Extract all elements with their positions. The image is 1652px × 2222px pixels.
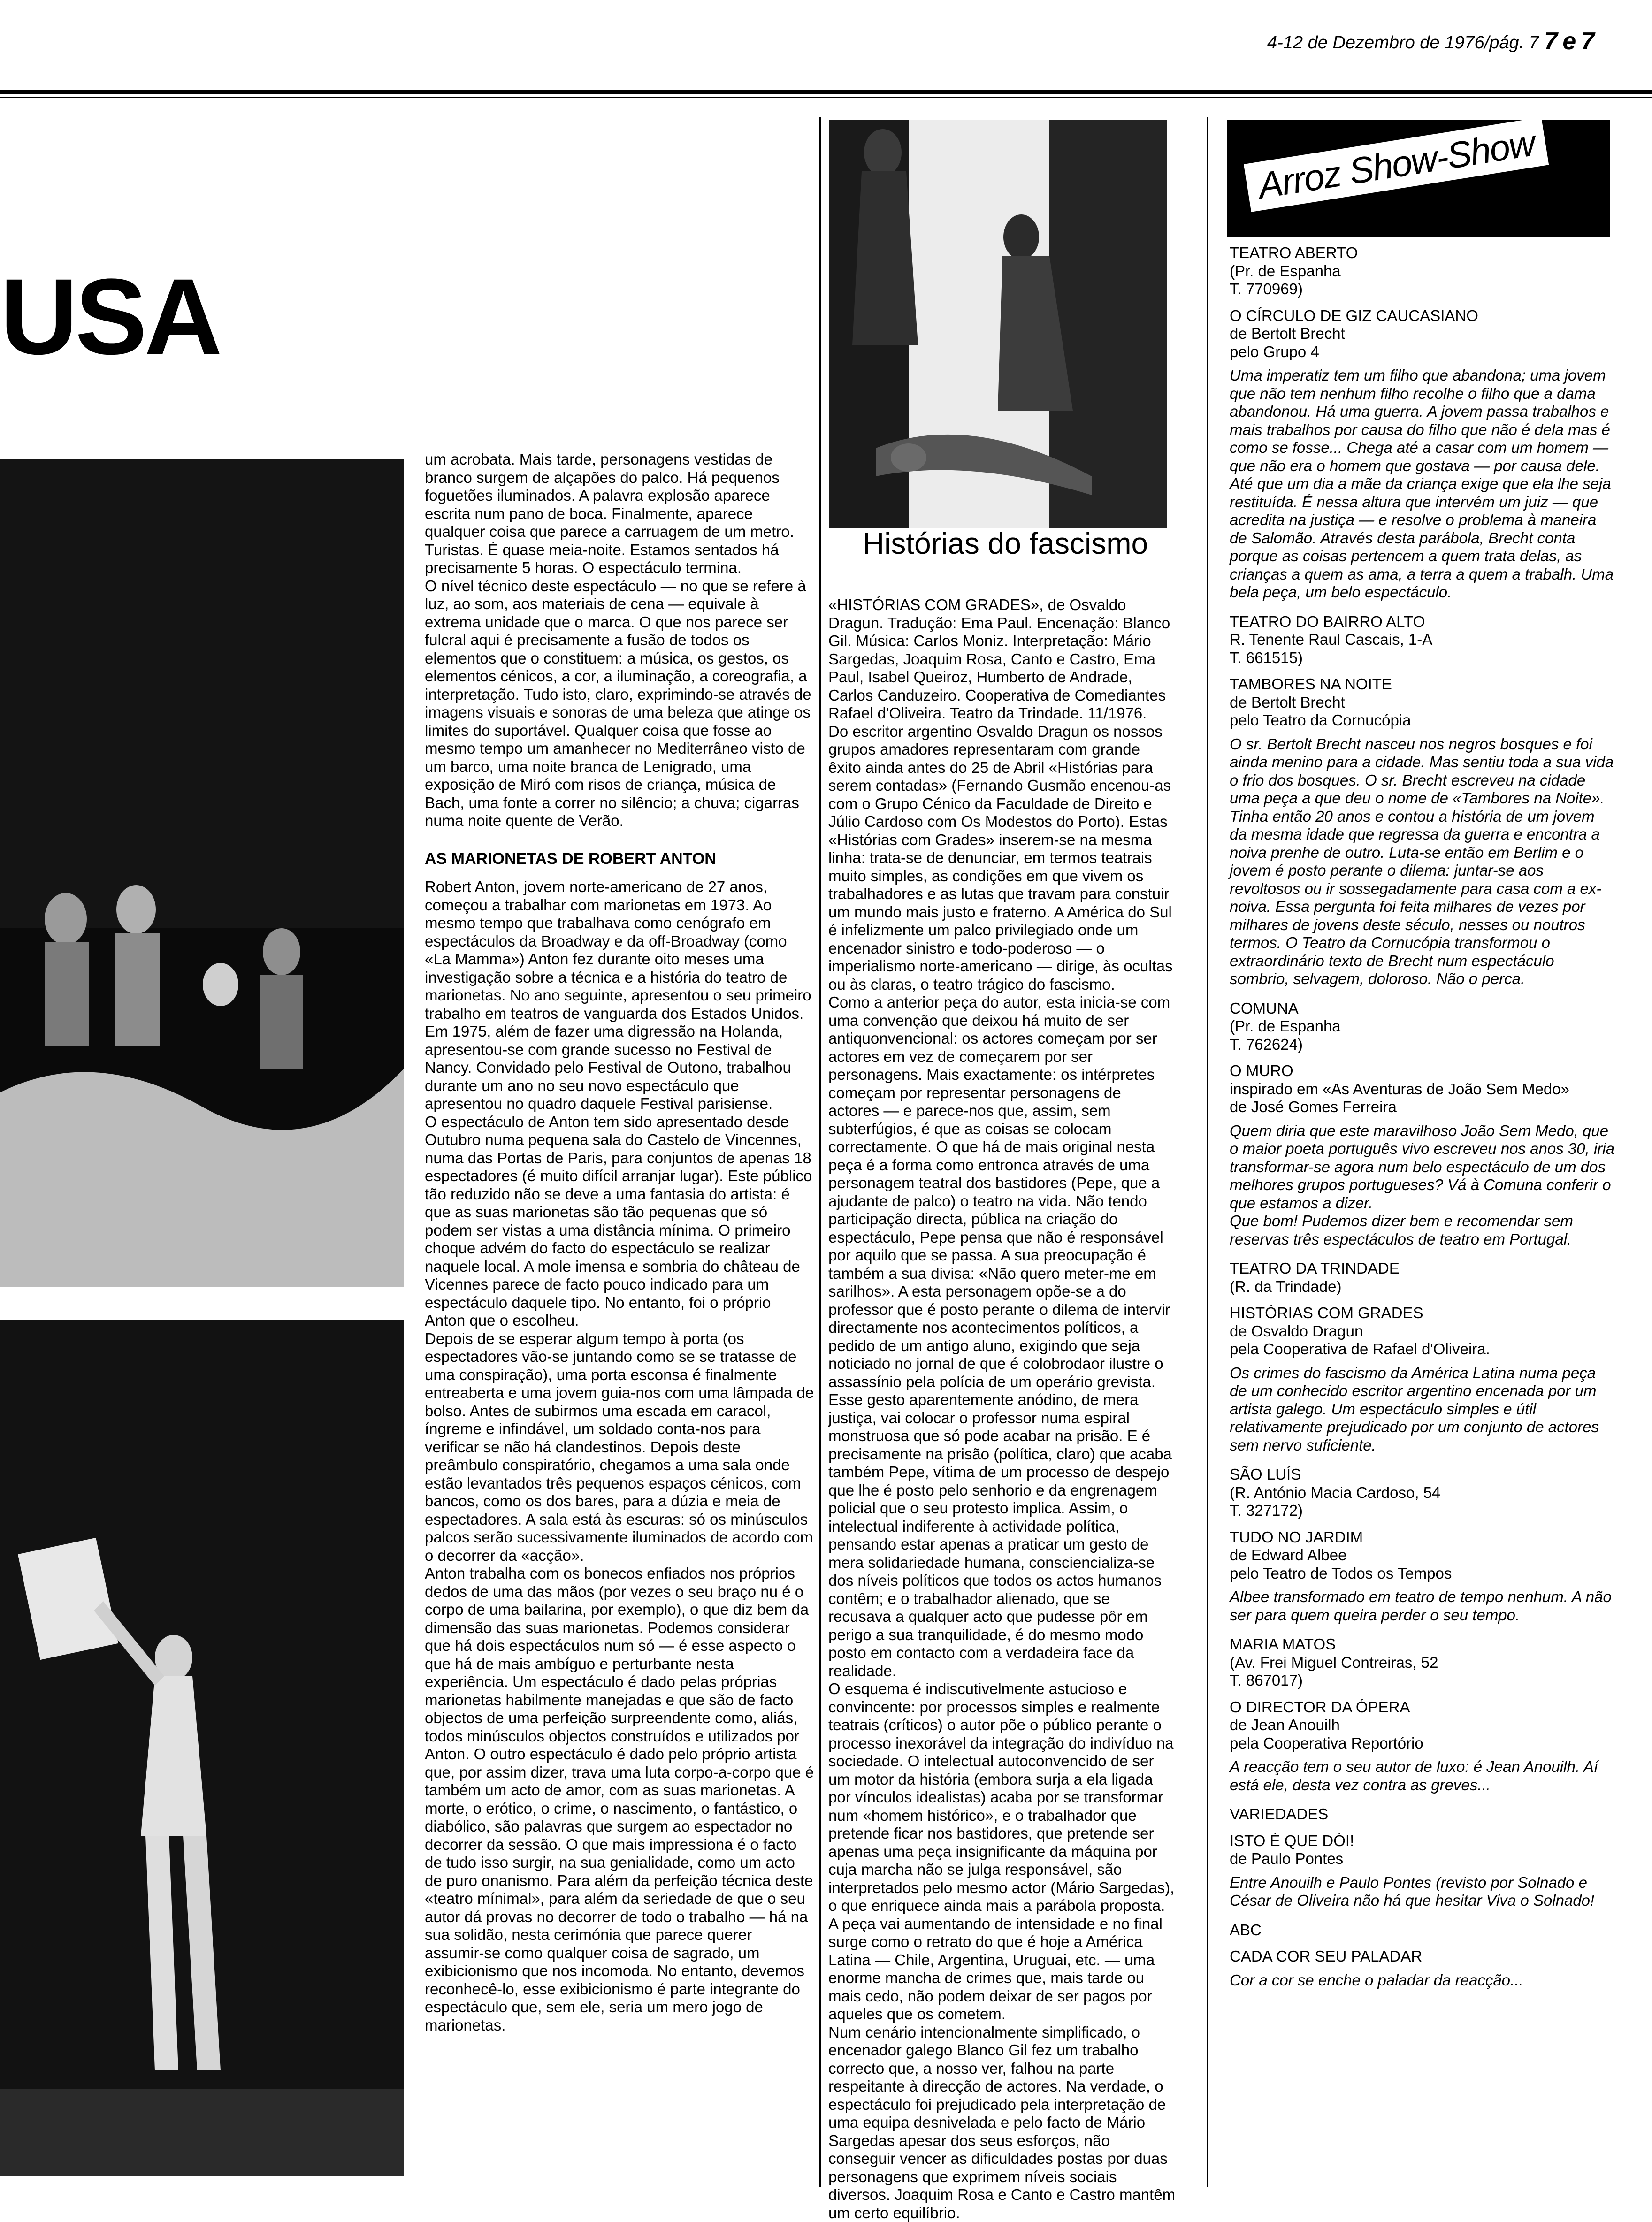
play-info: TAMBORES NA NOITE de Bertolt Brecht pelo Teatro da Cornucópia [1230, 675, 1614, 730]
stage-photo-fascismo-illustration [829, 120, 1167, 528]
venue-info: COMUNA (Pr. de Espanha T. 762624) [1230, 1000, 1614, 1054]
article-paragraph: Num cenário intencionalmente simplificado, o encenador galego Blanco Gil fez um trabalho correcto que, a nosso ver, falhou na parte respeitante à direcção de actores. Na verdade, o espectáculo foi prejudicado pela interpretação de uma equipa desnivelada e pelo facto de Mário Sargedas apesar dos seus esforços, não conseguir vencer as dificuldades postas por duas personagens que exprimem níveis sociais diversos. Joaquim Rosa e Canto e Castro mantêm um certo equilíbrio. [828, 2023, 1176, 2222]
play-info: TUDO NO JARDIM de Edward Albee pelo Teatro de Todos os Tempos [1230, 1528, 1614, 1583]
stage-photo-fascismo [829, 120, 1167, 528]
issue-date-page: 4-12 de Dezembro de 1976/pág. 7 [1267, 33, 1539, 53]
play-review: Albee transformado em teatro de tempo nenhum. A não ser para quem queira perder o seu tempo. [1230, 1588, 1614, 1624]
theatre-listings [1230, 244, 1614, 1995]
article-paragraph: Do escritor argentino Osvaldo Dragun os nossos grupos amadores representaram com grande êxito ainda antes do 25 de Abril «Histórias para serem contadas» (Fernando Gusmão encenou-as com o Grupo Cénico da Faculdade de Direito e Júlio Cardoso com Os Modestos do Porto). Estas «Histórias com Grades» inserem-se na mesma linha: trata-se de denunciar, em termos teatrais muito simples, as condições em que vivem os trabalhadores e as lutas que travam para constuir um mundo mais justo e fraterno. A América do Sul é infelizmente um palco privilegiado onde um encenador sinistro e todo-poderoso — o imperialismo norte-americano — dirige, às ocultas ou às claras, o teatro trágico do fascismo. [828, 723, 1176, 994]
play-review: Cor a cor se enche o paladar da reacção... [1230, 1971, 1614, 1990]
article-paragraph: um acrobata. Mais tarde, personagens vestidas de branco surgem de alçapões do palco. Há pequenos foguetões iluminados. A palavra explosão aparece escrita num pano de boca. Finalmente, aparece qualquer coisa que parece a carruagem de um metro. Turistas. É quase meia-noite. Estamos sentados há precisamente 5 horas. O espectáculo termina. [425, 451, 814, 577]
venue-info: TEATRO ABERTO (Pr. de Espanha T. 770969) [1230, 244, 1614, 298]
venue-info: TEATRO DO BAIRRO ALTO R. Tenente Raul Cascais, 1-A T. 661515) [1230, 613, 1614, 667]
play-info: ISTO É QUE DÓI! de Paulo Pontes [1230, 1832, 1614, 1868]
article-body-fascismo [828, 596, 1176, 2222]
article-paragraph: O nível técnico deste espectáculo — no que se refere à luz, ao som, aos materiais de cena — equivale à extrema unidade que o marca. O que nos parece ser fulcral aqui é precisamente a fusão de todos os elementos que o constituem: a música, os gestos, os elementos cénicos, a cor, a iluminação, a coreografia, a interpretação. Tudo isto, claro, exprimindo-se através de imagens visuais e sonoras de uma beleza que atinge os limites do suportável. Qualquer coisa que fosse ao mesmo tempo um amanhecer no Mediterrâneo visto de um barco, uma noite branca de Lenigrado, uma exposição de Miró com risos de criança, música de Bach, uma fonte a correr no silêncio; a chuva; cigarras numa noite quente de Verão. [425, 577, 814, 830]
play-info: O DIRECTOR DA ÓPERA de Jean Anouilh pela Cooperativa Reportório [1230, 1698, 1614, 1753]
article-paragraph: Como a anterior peça do autor, esta inicia-se com uma convenção que deixou há muito de ser antiquonvencional: os actores começam por ser actores em vez de começarem por ser personagens. Mais exactamente: os intérpretes começam por representar personagens de actores — e parece-nos que, assim, sem subterfúgios, é que as coisas se colocam correctamente. O que há de mais original nesta peça é a forma como entronca através de uma personagem teatral dos bastidores (Pepe, que a ajudante de palco) o teatro na vida. Não tendo participação directa, pública na criação do espectáculo, Pepe pensa que não é responsável por aquilo que se passa. A sua preocupação é também a sua divisa: «Não quero meter-me em sarilhos». A esta personagem opõe-se a do professor que é posto perante o dilema de intervir directamente nos acontecimentos políticos, a pedido de um antigo aluno, exigindo que seja noticiado no jornal de que é colobrodaor ilustre o assassínio pela polícia de um operário grevista. Esse gesto aparentemente anódino, de mera justiça, vai colocar o professor numa espiral monstruosa que só pode acabar na prisão. E é precisamente na prisão (política, claro) que acaba também Pepe, vítima de um processo de despejo que lhe é posto pelo senhorio e da engrenagem policial que o seu protesto implica. Assim, o intelectual indiferente à actividade política, pensando estar apenas a praticar um gesto de mera solidariedade humana, consciencializa-se dos níveis políticos que todos os actos humanos contêm; e o trabalhador alienado, que se recusava a qualquer acto que pudesse pôr em perigo a sua tranquilidade, é do mesmo modo posto em contacto com a verdadeira face da realidade. [828, 993, 1176, 1680]
play-review: O sr. Bertolt Brecht nasceu nos negros bosques e foi ainda menino para a cidade. Mas sentiu toda a sua vida o frio dos bosques. O sr. Brecht escreveu na cidade uma peça a que deu o nome de «Tambores na Noite». Tinha então 20 anos e contou a história de um jovem da mesma idade que regressa da guerra e encontra a noiva prenhe de outro. Luta-se então em Berlim e o jovem é posto perante o dilema: juntar-se aos revoltosos ou ir sossegadamente para casa com a ex-noiva. Essa pergunta foi feita milhares de vezes por milhares de jovens deste século, nesses ou noutros termos. O Teatro da Cornucópia transformou o extraordinário texto de Brecht num espectáculo sombrio, selvagem, doloroso. Não o perca. [1230, 735, 1614, 988]
venue-info: ABC [1230, 1921, 1614, 1939]
article-paragraph: A peça vai aumentando de intensidade e no final surge como o retrato do que é hoje a América Latina — Chile, Argentina, Uruguai, etc. — uma enorme mancha de crimes que, mais tarde ou mais cedo, não podem deixar de ser pagos por aqueles que os cometem. [828, 1915, 1176, 2023]
venue-info: MARIA MATOS (Av. Frei Miguel Contreiras, 52 T. 867017) [1230, 1635, 1614, 1690]
play-review: A reacção tem o seu autor de luxo: é Jean Anouilh. Aí está ele, desta vez contra as greves... [1230, 1758, 1614, 1794]
play-info: CADA COR SEU PALADAR [1230, 1947, 1614, 1966]
play-review: Os crimes do fascismo da América Latina numa peça de um conhecido escritor argentino encenada por um artista galego. Um espectáculo simples e útil relativamente prejudicado por um conjunto de actores sem nervo suficiente. [1230, 1364, 1614, 1455]
venue-info: SÃO LUÍS (R. António Macia Cardoso, 54 T. 327172) [1230, 1466, 1614, 1520]
play-info: O CÍRCULO DE GIZ CAUCASIANO de Bertolt Brecht pelo Grupo 4 [1230, 307, 1614, 361]
section-banner-title: Arroz Show-Show [1244, 117, 1549, 212]
header-rule-thin [0, 97, 1652, 98]
play-review: Uma imperatiz tem um filho que abandona; uma jovem que não tem nenhum filho recolhe o filho que a dama abandonou. Há uma guerra. A jovem passa trabalhos e mais trabalhos por causa do filho que não é dela mas é como se fosse... Chega até a casar com um homem — que não era o homem que gostava — por causa dele. Até que um dia a mãe da criança exige que ela lhe seja restituída. É nessa altura que intervém um juiz — que acredita na justiça — e resolve o problema à maneira de Salomão. Através desta parábola, Brecht conta porque as coisas pertencem a quem trata delas, as crianças a quem as ama, a terra a quem a trabalh. Uma bela peça, um belo espectáculo. [1230, 367, 1614, 602]
header-rule [0, 90, 1652, 94]
article-credits: «HISTÓRIAS COM GRADES», de Osvaldo Dragun. Tradução: Ema Paul. Encenação: Blanco Gil. Música: Carlos Moniz. Interpretação: Mário Sargedas, Joaquim Rosa, Canto e Castro, Ema Paul, Isabel Queiroz, Humberto de Andrade, Carlos Canduzeiro. Cooperativa de Comediantes Rafael d'Oliveira. Teatro da Trindade. 11/1976. [828, 596, 1176, 723]
stage-photo-puppeteers-illustration [0, 459, 404, 1287]
article-paragraph: O esquema é indiscutivelmente astucioso e convincente: por processos simples e realmente teatrais (críticos) o autor põe o público perante o processo inexorável da integração do indivíduo na sociedade. O intelectual autoconvencido de ser um motor da história (embora surja a ela ligada por vínculos idealistas) acaba por se transformar num «homem histórico», e o trabalhador que pretende ficar nos bastidores, que pretende ser apenas uma peça insignificante da máquina por cuja marcha não se julga responsável, são interpretados pelo mesmo actor (Mário Sargedas), o que enriquece ainda mais a parábola proposta. [828, 1680, 1176, 1915]
headline-fragment: USA [0, 263, 220, 371]
article-body-usa [425, 451, 814, 2034]
article-subheading: AS MARIONETAS DE ROBERT ANTON [425, 850, 814, 868]
stage-photo-puppeteers [0, 459, 404, 1287]
venue-info: VARIEDADES [1230, 1805, 1614, 1824]
play-info: HISTÓRIAS COM GRADES de Osvaldo Dragun pela Cooperativa de Rafael d'Oliveira. [1230, 1304, 1614, 1359]
article-paragraph: Depois de se esperar algum tempo à porta (os espectadores vão-se juntando como se se tratasse de uma conspiração), uma porta esconsa é finalmente entreaberta e uma jovem guia-nos com uma lâmpada de bolso. Antes de subirmos uma escada em caracol, íngreme e infindável, um soldado conta-nos para verificar se não há clandestinos. Depois deste preâmbulo conspiratório, chegamos a uma sala onde estão levantados três pequenos espaços cénicos, com bancos, como os dos bares, para a dúzia e meia de espectadores. A sala está às escuras: só os minúsculos palcos serão sucessivamente iluminados de acordo com o decorrer da «acção». [425, 1330, 814, 1565]
column-divider [819, 117, 821, 2187]
venue-info: TEATRO DA TRINDADE (R. da Trindade) [1230, 1260, 1614, 1296]
play-review: Entre Anouilh e Paulo Pontes (revisto por Solnado e César de Oliveira não há que hesitar Viva o Solnado! [1230, 1874, 1614, 1910]
article-paragraph: Robert Anton, jovem norte-americano de 27 anos, começou a trabalhar com marionetas em 1973. Ao mesmo tempo que trabalhava como cenógrafo em espectáculos da Broadway e da off-Broadway (como «La Mamma») Anton fez durante oito meses uma investigação sobre a técnica e a história do teatro de marionetas. No ano seguinte, apresentou o seu primeiro trabalho em teatros de vanguarda dos Estados Unidos. Em 1975, além de fazer uma digressão na Holanda, apresentou-se com grande sucesso no Festival de Nancy. Convidado pelo Festival de Outono, trabalhou durante um ano no seu novo espectáculo que apresentou no quadro daquele Festival parisiense. [425, 878, 814, 1113]
play-info: O MURO inspirado em «As Aventuras de João Sem Medo» de José Gomes Ferreira [1230, 1062, 1614, 1116]
play-review: Quem diria que este maravilhoso João Sem Medo, que o maior poeta português vivo escreveu nos anos 30, iria transformar-se agora num belo espectáculo de um dos melhores grupos portugueses? Vá à Comuna conferir o que estamos a dizer. Que bom! Pudemos dizer bem e recomendar sem reservas três espectáculos de teatro em Portugal. [1230, 1122, 1614, 1249]
stage-photo-dancer [0, 1320, 404, 2176]
column-divider [1207, 117, 1208, 2187]
article-paragraph: Anton trabalha com os bonecos enfiados nos próprios dedos de uma das mãos (por vezes o seu braço nu é o corpo de uma bailarina, por exemplo), o que diz bem da dimensão das suas marionetas. Podemos considerar que há dois espectáculos num só — é esse aspecto o que há de mais ambíguo e perturbante nesta experiência. Um espectáculo é dado pelas próprias marionetas habilmente manejadas e que são de facto objectos de uma perfeição surpreendente como, aliás, todos minúsculos objectos construídos e utilizados por Anton. O outro espectáculo é dado pelo próprio artista que, por assim dizer, trava uma luta corpo-a-corpo que é também um acto de amor, com as suas marionetas. A morte, o erótico, o crime, o nascimento, o fantástico, o diabólico, são palavras que surgem ao espectador no decorrer da sessão. O que mais impressiona é o facto de tudo isso surgir, na sua genialidade, como um acto de puro onanismo. Para além da perfeição técnica deste «teatro mínimal», para além da seriedade de que o seu autor dá provas no decorrer de todo o trabalho — há na sua solidão, nesta cerimónia que parece querer assumir-se como qualquer coisa de sagrado, um exibicionismo que nos incomoda. No entanto, devemos reconhecê-lo, esse exibicionismo é parte integrante do espectáculo que, sem ele, seria um mero jogo de marionetas. [425, 1565, 814, 2034]
article-paragraph: O espectáculo de Anton tem sido apresentado desde Outubro numa pequena sala do Castelo de Vincennes, numa das Portas de Paris, para conjuntos de apenas 18 espectadores (é muito difícil arranjar lugar). Este público tão reduzido não se deve a uma fantasia do artista: é que as suas marionetas são tão pequenas que só podem ser vistas a uma distância mínima. O primeiro choque advém do facto do espectáculo se realizar naquele local. A mole imensa e sombria do château de Vicennes parece de facto pouco indicado para um espectáculo daquele tipo. No entanto, foi o próprio Anton que o escolheu. [425, 1113, 814, 1330]
article-headline: Histórias do fascismo [836, 526, 1174, 562]
newspaper-logo: 7 e 7 [1544, 27, 1594, 55]
stage-photo-dancer-illustration [0, 1320, 404, 2176]
